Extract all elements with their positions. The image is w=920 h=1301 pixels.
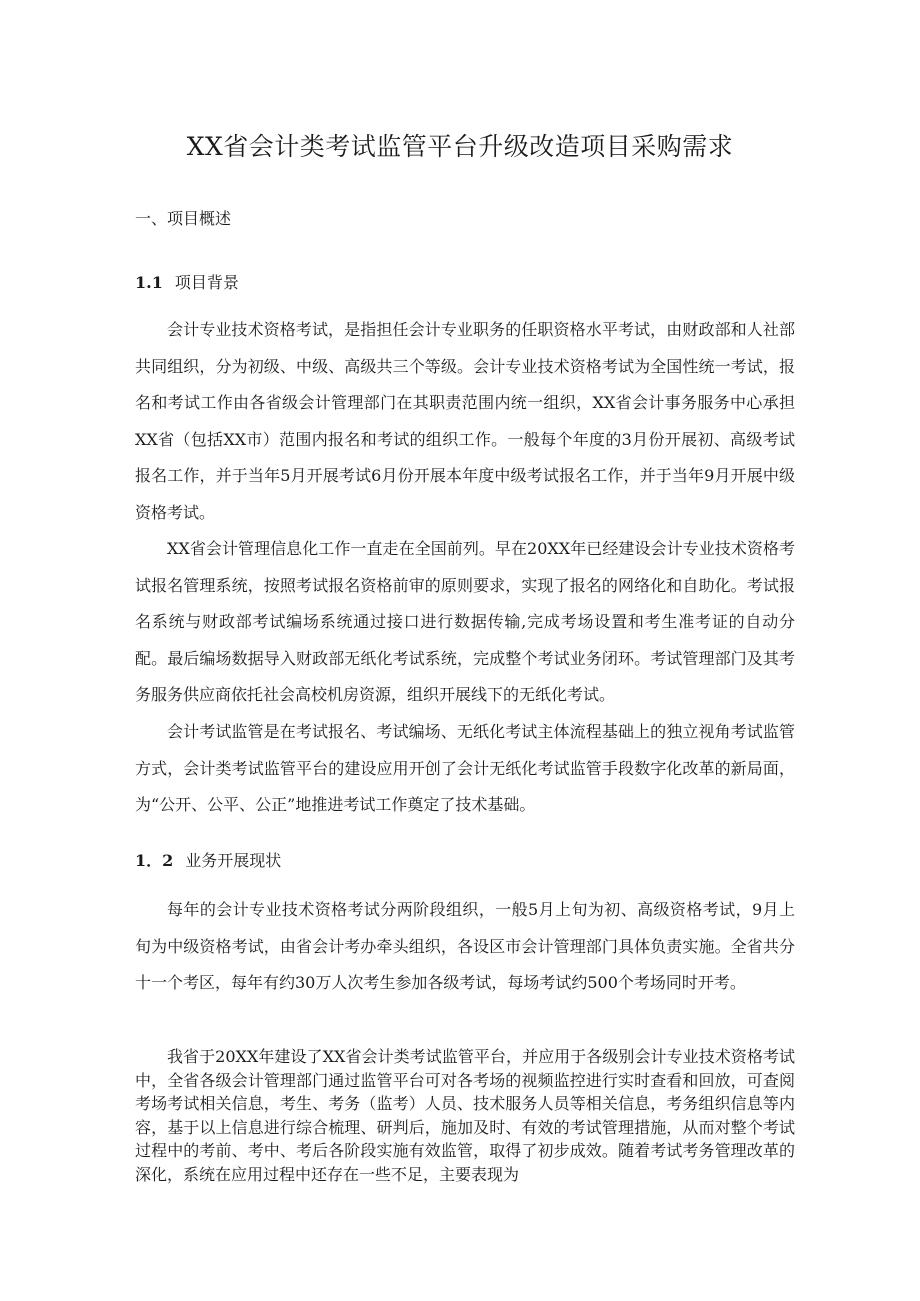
document-title: XX省会计类考试监管平台升级改造项目采购需求 — [186, 132, 734, 161]
paragraph: 每年的会计专业技术资格考试分两阶段组织，一般5月上旬为初、高级资格考试，9月上旬为中级资格考试，由省会计考办牵头组织，各设区市会计管理部门具体负责实施。全省共分十一个考区，每年有约30万人次考生参加各级考试，每场考试约500个考场同时开考。 — [135, 900, 795, 993]
paragraph: 我省于20XX年建设了XX省会计类考试监管平台，并应用于各级别会计专业技术资格考试中，全省各级会计管理部门通过监管平台可对各考场的视频监控进行实时查看和回放，可查阅考场考试相关信息，考生、考务（监考）人员、技术服务人员等相关信息，考务组织信息等内容，基于以上信息进行综合梳理、研判后，施加及时、有效的考试管理措施，从而对整个考试过程中的考前、考中、考后各阶段实施有效监管，取得了初步成效。随着考试考务管理改革的深化，系统在应用过程中还存在一些不足，主要表现为 — [135, 1047, 795, 1184]
paragraph: XX省会计管理信息化工作一直走在全国前列。早在20XX年已经建设会计专业技术资格考试报名管理系统，按照考试报名资格前审的原则要求，实现了报名的网络化和自助化。考试报名系统与财政部考试编场系统通过接口进行数据传输,完成考场设置和考生准考证的自动分配。最后编场数据导入财政部无纸化考试系统，完成整个考试业务闭环。考试管理部门及其考务服务供应商依托社会高校机房资源，组织开展线下的无纸化考试。 — [135, 539, 795, 705]
paragraph: 会计专业技术资格考试，是指担任会计专业职务的任职资格水平考试，由财政部和人社部共同组织，分为初级、中级、高级共三个等级。会计专业技术资格考试为全国性统一考试，报名和考试工作由各省级会计管理部门在其职责范围内统一组织，XX省会计事务服务中心承担XX省（包括XX市）范围内报名和考试的组织工作。一般每个年度的3月份开展初、高级考试报名工作，并于当年5月开展考试6月份开展本年度中级考试报名工作，并于当年9月开展中级资格考试。 — [135, 320, 795, 522]
subsection-title: 业务开展现状 — [185, 851, 282, 870]
subsection-title: 项目背景 — [174, 273, 239, 292]
subsection-heading-1-1 — [135, 270, 239, 293]
subsection-number: 1．2 — [135, 851, 174, 870]
subsection-number: 1.1 — [135, 273, 163, 292]
section-heading: 一、项目概述 — [135, 209, 232, 228]
subsection-heading-1-2 — [135, 848, 281, 871]
paragraph: 会计考试监管是在考试报名、考试编场、无纸化考试主体流程基础上的独立视角考试监管方式，会计类考试监管平台的建设应用开创了会计无纸化考试监管手段数字化改革的新局面，为“公开、公平、公正”地推进考试工作奠定了技术基础。 — [135, 722, 795, 815]
